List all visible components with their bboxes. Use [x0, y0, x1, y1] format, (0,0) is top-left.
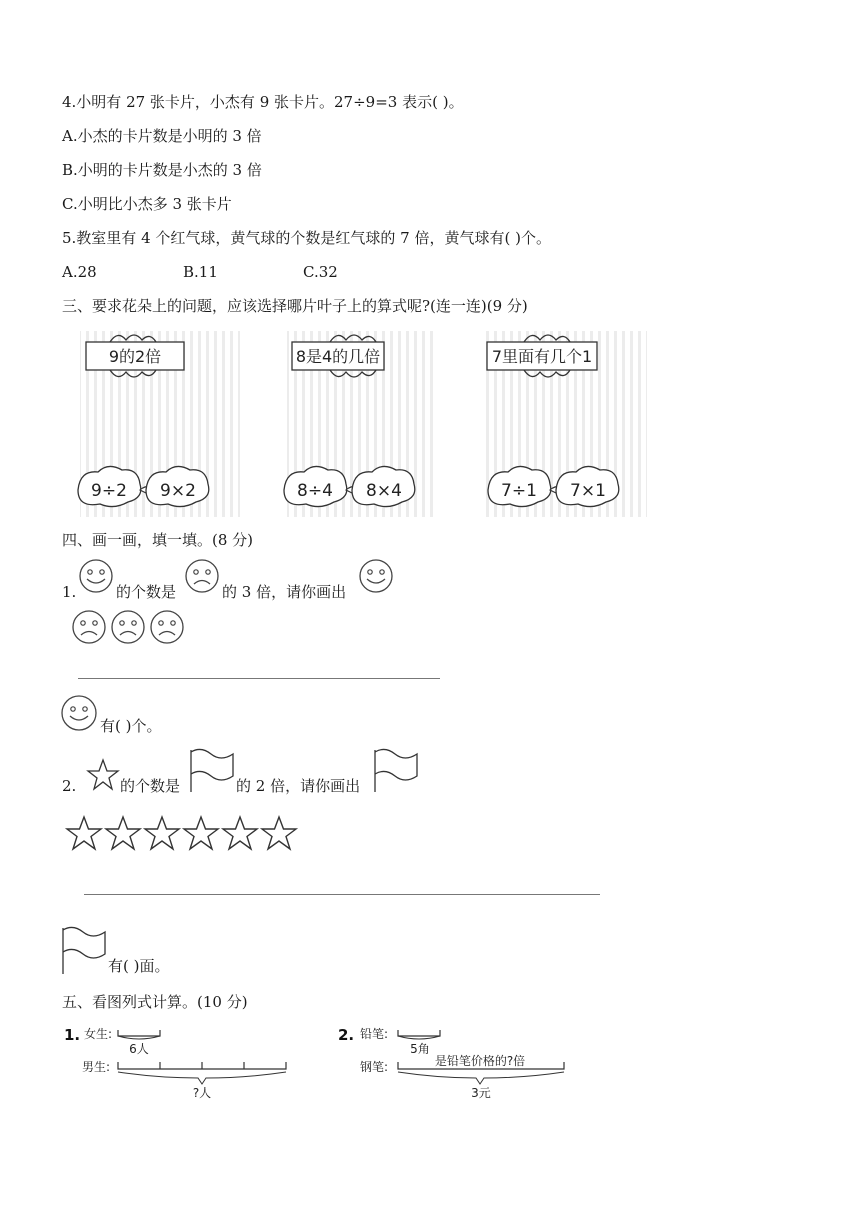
q5-option-b: B.11 [183, 263, 218, 281]
smiley-face-icon [78, 558, 116, 596]
q4-stem: 4.小明有 27 张卡片，小杰有 9 张卡片。27÷9=3 表示( )。 [62, 93, 464, 111]
flower-leaf-figure [62, 325, 682, 520]
q5-option-a: A.28 [62, 263, 97, 281]
stars-row [64, 814, 304, 854]
flag-icon [372, 748, 420, 794]
flower-label-2: 8是4的几倍 [295, 347, 381, 366]
boys-label: 男生: [82, 1060, 111, 1074]
leaf-1a[interactable]: 9÷2 [91, 481, 127, 501]
pencil-value: 5角 [410, 1042, 430, 1056]
p1-answer[interactable]: 有( )个。 [100, 717, 162, 735]
boys-value: ?人 [192, 1086, 212, 1100]
section3-title: 三、要求花朵上的问题，应该选择哪片叶子上的算式呢?(连一连)(9 分) [62, 297, 528, 315]
section4-title: 四、画一画，填一填。(8 分) [62, 531, 254, 549]
leaf-1b[interactable]: 9×2 [160, 481, 196, 501]
girls-label: 女生: [84, 1027, 113, 1041]
leaf-2a[interactable]: 8÷4 [297, 481, 333, 501]
p1-number: 1. [62, 583, 77, 601]
star-icon [262, 817, 296, 849]
pen-label: 钢笔: [360, 1060, 389, 1074]
q4-option-c: C.小明比小杰多 3 张卡片 [62, 195, 232, 213]
p1-end-text: 的 3 倍，请你画出 [222, 583, 347, 601]
flag-icon [188, 748, 236, 794]
q5-stem: 5.教室里有 4 个红气球，黄气球的个数是红气球的 7 倍，黄气球有( )个。 [62, 229, 551, 247]
p2-answer[interactable]: 有( )面。 [108, 957, 170, 975]
diagram2-number: 2. [338, 1026, 355, 1044]
leaf-2b[interactable]: 8×4 [366, 481, 402, 501]
p1-mid-text: 的个数是 [116, 583, 177, 601]
q4-option-a: A.小杰的卡片数是小明的 3 倍 [62, 127, 262, 145]
sad-face-icon [73, 611, 105, 643]
star-icon [106, 817, 140, 849]
q5-option-c: C.32 [303, 263, 338, 281]
sad-face-icon [112, 611, 144, 643]
flag-icon [60, 926, 110, 976]
diagram1-number: 1. [64, 1026, 81, 1044]
sad-face-icon [151, 611, 183, 643]
star-icon [184, 817, 218, 849]
p2-mid-text: 的个数是 [120, 777, 181, 795]
leaf-3b[interactable]: 7×1 [570, 481, 606, 501]
pen-note: 是铅笔价格的?倍 [434, 1054, 526, 1068]
drawing-line-2[interactable] [84, 894, 600, 895]
line-diagram-2 [336, 1022, 576, 1102]
pencil-label: 铅笔: [360, 1027, 389, 1041]
section5-title: 五、看图列式计算。(10 分) [62, 993, 248, 1011]
sad-faces-row [70, 608, 190, 648]
line-diagram-1 [62, 1022, 302, 1102]
drawing-line-1[interactable] [78, 678, 440, 679]
star-icon [223, 817, 257, 849]
star-icon [145, 817, 179, 849]
smiley-face-icon [358, 558, 396, 596]
p2-number: 2. [62, 777, 77, 795]
pen-value: 3元 [471, 1086, 491, 1100]
smiley-face-icon [60, 694, 100, 734]
q4-option-b: B.小明的卡片数是小杰的 3 倍 [62, 161, 262, 179]
girls-value: 6人 [129, 1042, 149, 1056]
leaf-3a[interactable]: 7÷1 [501, 481, 537, 501]
flower-label-3: 7里面有几个1 [491, 347, 593, 366]
sad-face-icon [184, 558, 222, 596]
star-icon [67, 817, 101, 849]
flower-label-1: 9的2倍 [108, 347, 162, 366]
star-icon [86, 758, 120, 792]
p2-end-text: 的 2 倍，请你画出 [236, 777, 361, 795]
